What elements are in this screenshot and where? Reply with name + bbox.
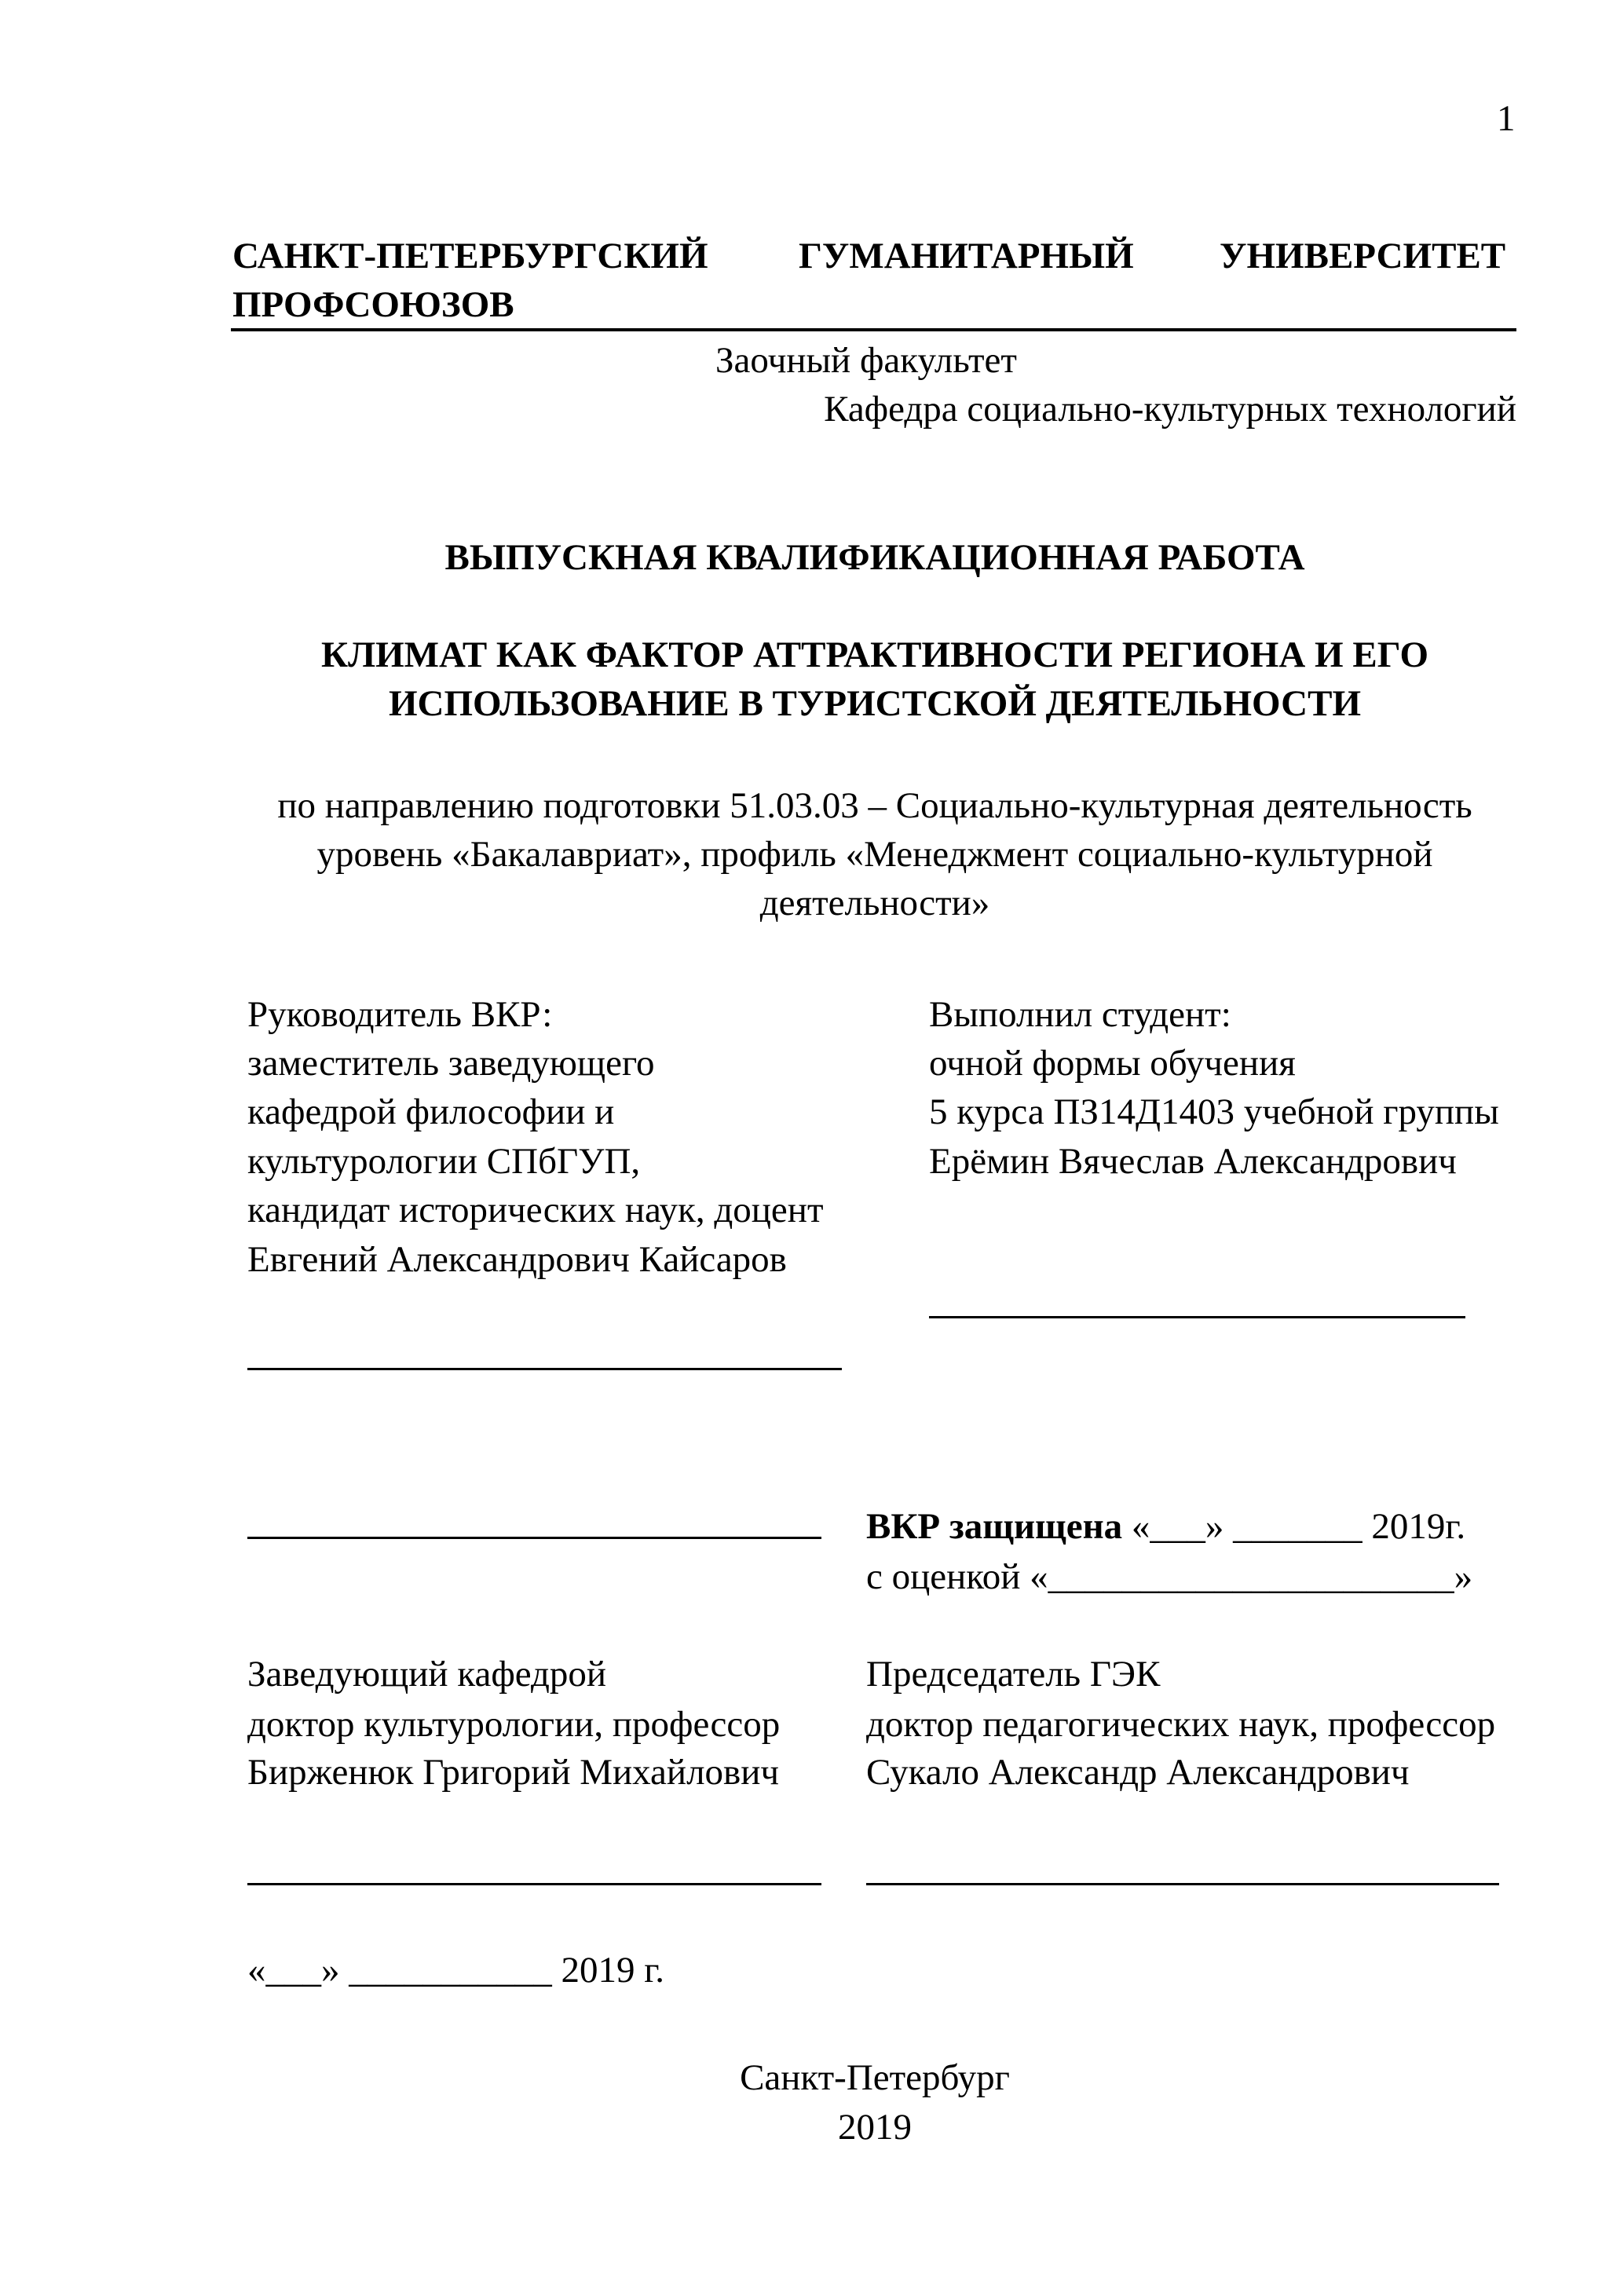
defense-label: ВКР защищена	[866, 1506, 1123, 1547]
header-rule	[231, 328, 1516, 331]
supervisor-line: кандидат исторических наук, доцент	[247, 1190, 824, 1230]
head-line: Заведующий кафедрой	[247, 1654, 607, 1695]
direction-line-1: по направлению подготовки 51.03.03 – Социально-культурная деятельность	[277, 785, 1472, 826]
defense-line	[866, 1502, 1465, 1551]
gek-signature-line	[866, 1883, 1499, 1885]
university-word-2: ГУМАНИТАРНЫЙ	[799, 236, 1134, 276]
direction-line-2: уровень «Бакалавриат», профиль «Менеджмент социально-культурной	[316, 834, 1433, 875]
department: Кафедра социально-культурных технологий	[824, 389, 1516, 430]
gek-line: доктор педагогических наук, профессор	[866, 1704, 1496, 1745]
university-word-3: УНИВЕРСИТЕТ	[1220, 236, 1506, 276]
faculty: Заочный факультет	[715, 340, 1017, 381]
supervisor-line: Евгений Александрович Кайсаров	[247, 1239, 787, 1280]
supervisor-line: Руководитель ВКР:	[247, 994, 553, 1035]
gek-line: Председатель ГЭК	[866, 1654, 1161, 1695]
supervisor-line: заместитель заведующего	[247, 1043, 655, 1084]
student-line: очной формы обучения	[929, 1043, 1296, 1084]
university-line-2: ПРОФСОЮЗОВ	[232, 284, 514, 325]
signature-line	[247, 1537, 821, 1539]
work-type: ВЫПУСКНАЯ КВАЛИФИКАЦИОННАЯ РАБОТА	[444, 537, 1305, 578]
supervisor-line: культурологии СПбГУП,	[247, 1141, 641, 1182]
supervisor-line: кафедрой философии и	[247, 1091, 615, 1132]
defense-grade: с оценкой «______________________»	[866, 1556, 1473, 1597]
defense-date: «___» _______ 2019г.	[1122, 1506, 1466, 1547]
page-number: 1	[1497, 98, 1516, 139]
city: Санкт-Петербург	[740, 2057, 1010, 2098]
direction-line-3: деятельности»	[759, 883, 990, 923]
title-line-1: КЛИМАТ КАК ФАКТОР АТТРАКТИВНОСТИ РЕГИОНА И ЕГО	[321, 634, 1428, 675]
head-signature-line	[247, 1883, 821, 1885]
gek-line: Сукало Александр Александрович	[866, 1752, 1410, 1793]
head-line: доктор культурологии, профессор	[247, 1704, 781, 1745]
supervisor-signature-line	[247, 1368, 842, 1370]
university-word-1: САНКТ-ПЕТЕРБУРГСКИЙ	[232, 236, 708, 276]
student-line: 5 курса ПЗ14Д1403 учебной группы	[929, 1091, 1499, 1132]
student-signature-line	[929, 1316, 1465, 1318]
year: 2019	[838, 2107, 912, 2148]
head-line: Бирженюк Григорий Михайлович	[247, 1752, 780, 1793]
student-line: Выполнил студент:	[929, 994, 1231, 1035]
student-line: Ерёмин Вячеслав Александрович	[929, 1141, 1457, 1182]
date-line: «___» ___________ 2019 г.	[247, 1950, 664, 1991]
title-line-2: ИСПОЛЬЗОВАНИЕ В ТУРИСТСКОЙ ДЕЯТЕЛЬНОСТИ	[388, 683, 1362, 724]
